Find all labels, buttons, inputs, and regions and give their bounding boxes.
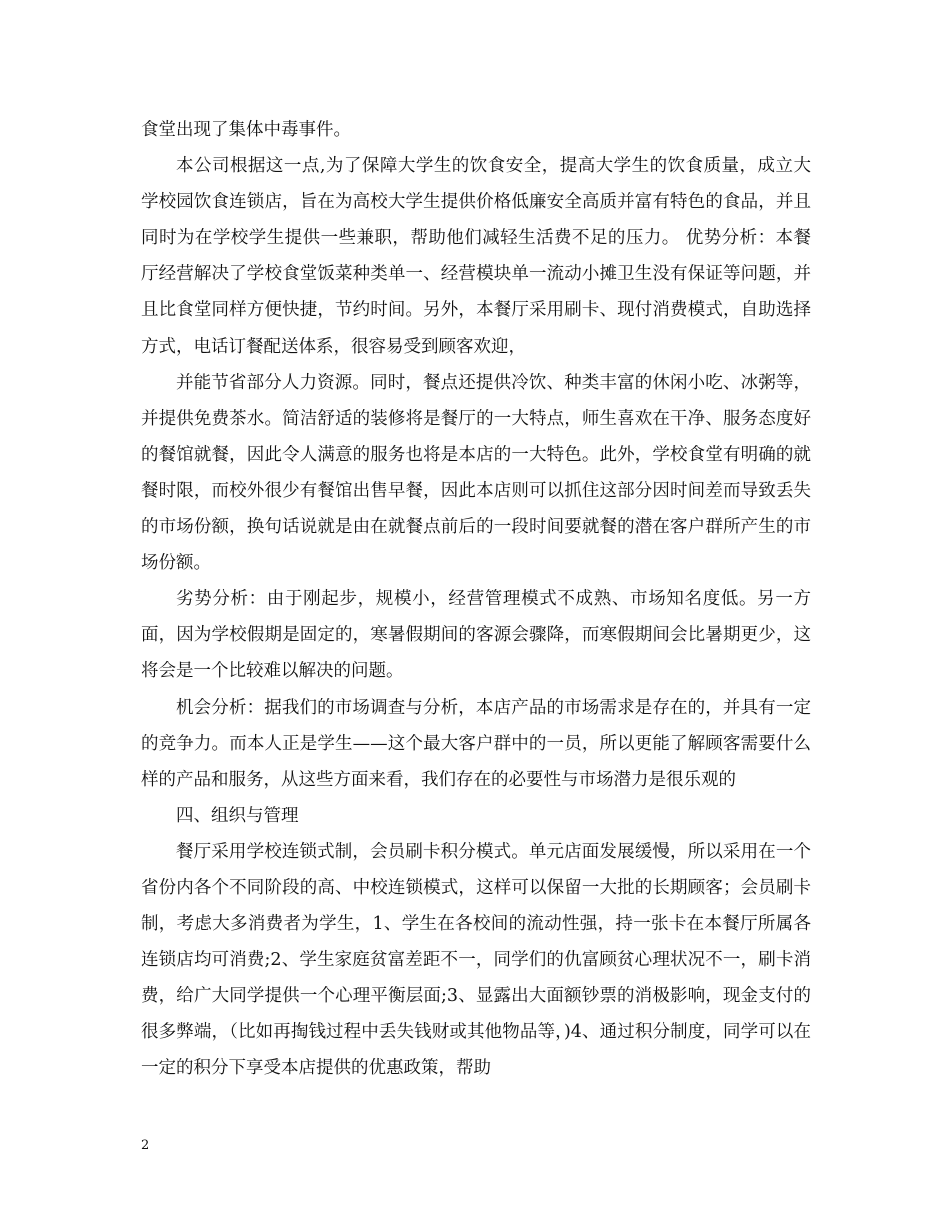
page-number: 2 — [141, 1138, 150, 1153]
paragraph-5: 机会分析：据我们的市场调查与分析，本店产品的市场需求是存在的，并具有一定的竞争力。而本人正是学生——这个最大客户群中的一员，所以更能了解顾客需要什么样的产品和服务，从这些方面来看，我们存在的必要性与市场潜力是很乐观的 — [141, 697, 811, 790]
paragraph-4: 劣势分析：由于刚起步，规模小，经营管理模式不成熟、市场知名度低。另一方面，因为学校假期是固定的，寒暑假期间的客源会骤降，而寒假期间会比暑期更少，这将会是一个比较难以解决的问题。 — [141, 589, 811, 682]
section-heading: 四、组织与管理 — [176, 805, 299, 826]
paragraph-3: 并能节省部分人力资源。同时，餐点还提供冷饮、种类丰富的休闲小吃、冰粥等，并提供免费茶水。简洁舒适的装修将是餐厅的一大特点，师生喜欢在干净、服务态度好的餐馆就餐，因此令人满意的服务也将是本店的一大特色。此外，学校食堂有明确的就餐时限，而校外很少有餐馆出售早餐，因此本店则可以抓住这部分因时间差而导致丢失的市场份额，换句话说就是由在就餐点前后的一段时间要就餐的潜在客户群所产生的市场份额。 — [141, 372, 811, 574]
paragraph-6: 餐厅采用学校连锁式制，会员刷卡积分模式。单元店面发展缓慢，所以采用在一个省份内各个不同阶段的高、中校连锁模式，这样可以保留一大批的长期顾客；会员刷卡制，考虑大多消费者为学生，1、学生在各校间的流动性强，持一张卡在本餐厅所属各连锁店均可消费;2、学生家庭贫富差距不一，同学们的仇富顾贫心理状况不一，刷卡消费，给广大同学提供一个心理平衡层面;3、显露出大面额钞票的消极影响，现金支付的很多弊端，（比如再掏钱过程中丢失钱财或其他物品等，)4、通过积分制度，同学可以在一定的积分下享受本店提供的优惠政策，帮助 — [141, 841, 811, 1079]
paragraph-2: 本公司根据这一点,为了保障大学生的饮食安全，提高大学生的饮食质量，成立大学校园饮食连锁店，旨在为高校大学生提供价格低廉安全高质并富有特色的食品，并且同时为在学校学生提供一些兼职，帮助他们减轻生活费不足的压力。 优势分析：本餐厅经营解决了学校食堂饭菜种类单一、经营模块单一流动小摊卫生没有保证等问题，并且比食堂同样方便快捷，节约时间。另外，本餐厅采用刷卡、现付消费模式，自助选择方式，电话订餐配送体系，很容易受到顾客欢迎， — [141, 156, 811, 357]
paragraph-1: 食堂出现了集体中毒事件。 — [141, 120, 351, 140]
document-body — [141, 112, 811, 1087]
